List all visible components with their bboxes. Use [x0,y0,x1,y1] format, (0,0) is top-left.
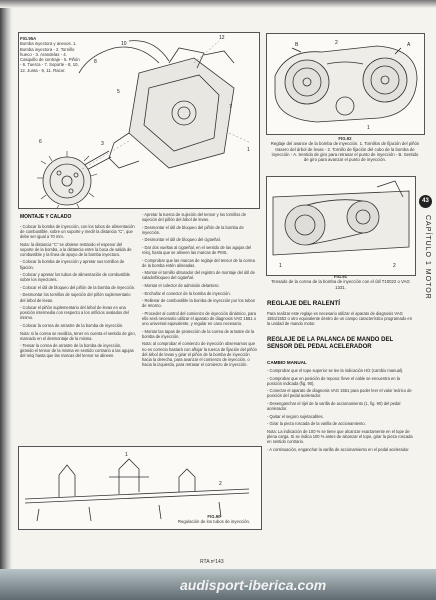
middle-paragraph: - Dar dos vueltas al cigüeñal, en el sentido de las agujas del reloj, hasta que se alineen las marcas de PMS. [142,245,252,256]
svg-text:5: 5 [117,89,120,95]
middle-paragraph: - Enchufar el conector de la bomba de inyección. [142,290,231,296]
svg-text:1: 1 [125,452,128,458]
svg-text:B: B [295,42,299,48]
fig95a-title: FIG.95A [20,36,37,41]
fig92-caption [270,136,420,162]
page-number: RTA nº143 [200,559,224,565]
right-paragraph: - Girar la pieza roscada de la varilla de accionamiento. [267,421,366,427]
svg-text:7: 7 [229,104,232,110]
left-paragraph: - Colocar la correa de arrastre de la bomba de inyección. [20,322,124,328]
fig95a-text: Bomba inyectora y anexos. 1. Bomba inyectora - 2. Tornillo hueco - 3. Arandelas - 4. Casquillo de centraje - 5. Piñón - 6. Tuerca - 7. Soporte - 8, 10, 12. Junta - 9, 11. Racor. [20,41,80,73]
fig91-text: Tensado de la correa de la bomba de inyección con el útil T10022 o VAG 1331. [271,279,410,290]
watermark: audisport-iberica.com [180,577,327,593]
left-paragraph: - Colocar la bomba de inyección, con los tubos de alimentación de combustible, sobre un soporte y medir la distancia "C", que debe ser igual a 70 mm. [20,224,135,240]
middle-paragraph: - Desmontar el útil de bloqueo del piñón de la bomba de inyección. [142,224,244,235]
left-paragraph: Nota: la distancia "C" se obtiene restando el espesor del soporte de la bomba, a la distancia entre la boca de salida de combustible y la línea de apoyo de la bomba inyectora. [20,241,132,257]
svg-text:12: 12 [219,35,225,41]
middle-paragraph: - Montar el tornillo obturador del registro de montaje del útil de calado/bloqueo del cigüeñal. [142,270,255,281]
ralenti-paragraph: Para realizar este reglaje es necesario utilizar el aparato de diagnosis VAG 1551/1552 o otro equivalente dentro de un campo característico programado en la unidad de mando motor. [267,311,412,327]
right-paragraph: - Conectar el aparato de diagnosis VAG 1551 para poder leer el valor teórico de posición del pedal acelerador. [267,388,412,399]
left-paragraph: - Colocar el útil de bloqueo del piñón de la bomba de inyección. [20,284,136,290]
page-edge-shadow [0,0,436,8]
fig91-caption [268,274,413,290]
svg-text:2: 2 [219,481,222,487]
binding-shadow [0,0,12,600]
figure-belt-drive [266,33,425,135]
left-paragraph: - Tensar la correa de arrastre de la bomba de inyección, girando el tensor de la misma en sentido contrario a las agujas del reloj hasta que las marcas del tensor se alineen. [20,343,134,359]
chapter-label: CAPÍTULO 1 MOTOR [424,215,431,300]
fig92-title: FIG.92 [338,136,352,141]
svg-text:8: 8 [94,59,97,65]
section-heading-palanca: REGLAJE DE LA PALANCA DE MANDO DEL SENSOR DEL PEDAL ACELERADOR [267,337,394,351]
middle-text-column [142,212,260,442]
belt-drive-drawing [267,34,424,134]
right-paragraph: - Desenganchar el rijel de la varilla de accionamiento (1, fig. 90) del pedal acelerador. [267,401,401,412]
svg-text:2: 2 [393,263,396,269]
svg-text:1: 1 [247,147,250,153]
fig90-caption [170,514,258,525]
middle-paragraph: - Apretar la tuerca de sujeción del tensor y los tornillos de sujeción del piñón del árbol de levas. [142,212,246,223]
middle-paragraph: - Rellenar de combustible la bomba de inyección por los tubos de retorno. [142,298,255,309]
svg-text:10: 10 [121,41,127,47]
chapter-tab [418,195,434,365]
right-paragraph: - Comprobar que el tope superior se lee la indicación H/2 (cambio manual). [267,368,404,373]
svg-text:2: 2 [335,40,338,46]
middle-paragraph: - Comprobar que las marcas de reglaje del tensor de la correa de la bomba estén alineadas. [142,257,255,268]
middle-paragraph: - Proceder al control del comienzo de inyección dinámico, para ello será necesario utilizar el aparato de diagnosis VAG 1551 o uno universal equivalente, y regular en caso necesario. [142,311,257,327]
right-text-column [267,368,415,558]
fig91-title: FIG.91 [333,274,348,279]
svg-text:6: 6 [39,139,42,145]
left-paragraph: - Colocar y apretar los tubos de alimentación de combustible sobre los inyectores. [20,272,130,283]
left-paragraph: - Colocar la bomba de inyección y apretar sus tornillos de fijación. [20,259,125,270]
chapter-number-badge: 43 [419,195,432,208]
svg-text:1: 1 [279,263,282,269]
figure-tensioner [266,176,416,276]
left-paragraph: Nota: si la correa se reutiliza, tener en cuenta el sentido de giro, marcado en el desmontaje de la misma. [20,330,136,341]
fig90-text: Regulación de los tubos de inyección. [177,519,251,525]
middle-paragraph: - Montar las tapas de protección de la correa de arrastre de la bomba de inyección. [142,328,255,339]
svg-text:1: 1 [367,125,370,131]
right-paragraph: - A continuación, enganchar la varilla de accionamiento en el pedal acelerador. [267,446,410,452]
section-heading-montaje: MONTAJE Y CALADO [20,214,72,220]
fig95a-caption [20,36,80,73]
middle-paragraph: Nota: al comprobar el comienzo de inyección observamos que no es correcto bastará con aflojar la tuerca de fijación del piñón del árbol de levas y girar el piñón de la bomba de inyección hacia la derecha, para avanzar el comienzo de inyección, o hacia la izquierda, para retrasar el comienzo de inyección. [142,341,257,367]
left-paragraph: - Colocar el piñón suplementario del árbol de levas en una posición intermedia con respecto a los orificios ovalados del mismo. [20,305,129,321]
middle-paragraph: - Montar el colector de admisión delantero. [142,283,220,289]
right-paragraph: Nota: La indicación de 100 % se tiene que alcanzar exactamente en el tope de plena carga. Si se indica 100 % antes de alcanzar el tope, girar la pieza roscada en sentido contrario. [267,428,413,445]
right-paragraph: - Comprobar que en posición de reposo: lleve el cable se encuentra en la posición indicada (fig. 90). [267,375,400,386]
svg-text:A: A [407,42,411,48]
left-paragraph: - Desmontar los tornillos de sujeción del piñón suplementario del árbol de levas. [20,292,131,303]
fig92-text: Reglaje del avance de la bomba de inyección. 1. Tornillos de fijación del piñón trasero del árbol de levas - 2. Tornillo de fijación del cubo de la bomba de inyección - A. Sentido de giro para retrasar el punto de inyección - B. Sentido de giro para avanzar el punto de inyección. [270,141,420,163]
fig90-title: FIG.90 [207,514,221,519]
subheading-cambio-manual: CAMBIO MANUAL [267,360,307,365]
section-heading-ralenti: REGLAJE DEL RALENTÍ [267,300,341,307]
right-paragraph: - Quitar el seguro sujetacables. [267,413,324,419]
middle-paragraph: - Desmontar el útil de bloqueo del cigüeñal. [142,237,221,243]
svg-text:3: 3 [101,141,104,147]
tensioner-drawing [267,177,415,275]
